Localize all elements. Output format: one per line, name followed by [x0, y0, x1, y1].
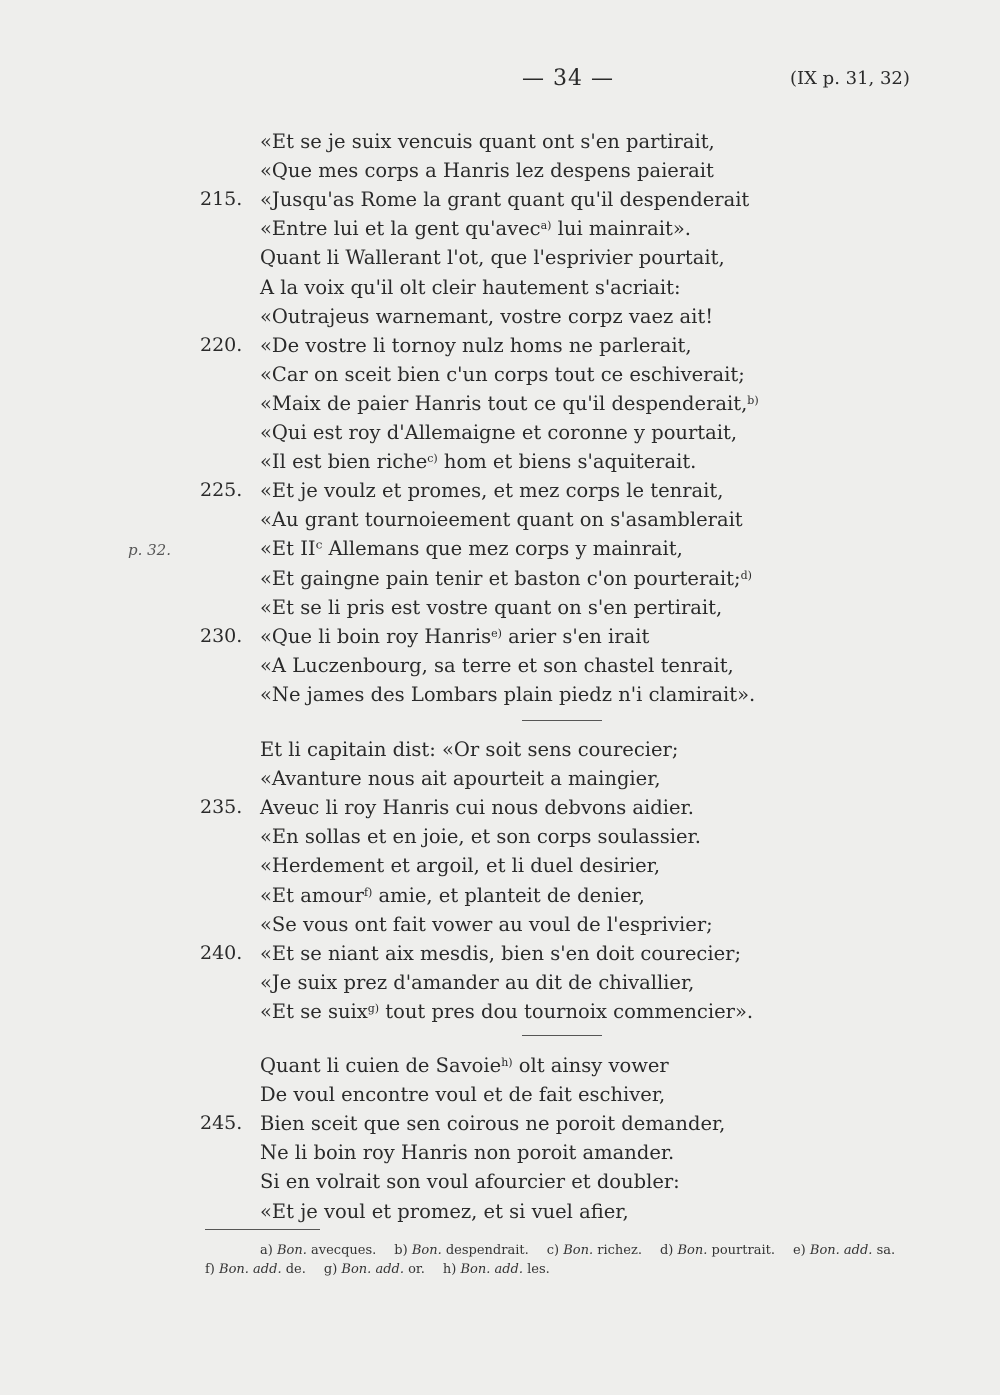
footnote-marker: c)	[427, 452, 438, 466]
verse-line	[0, 735, 1000, 764]
verse-text	[260, 793, 694, 822]
verse-line	[0, 447, 1000, 476]
verse-text	[260, 968, 694, 997]
footnote-line	[205, 1241, 935, 1260]
verse-text-part: «Et je voulz et promes, et mez corps le tenrait,	[260, 479, 724, 503]
footnote-source: Bon.	[411, 1243, 442, 1258]
verse-line	[0, 1051, 1000, 1080]
footnote-text: despendrait.	[445, 1243, 529, 1258]
verse-line	[0, 764, 1000, 793]
verse-line	[0, 968, 1000, 997]
verse-line	[0, 910, 1000, 939]
verse-line	[0, 476, 1000, 505]
page-number: — 34 —	[522, 66, 614, 91]
verse-text-part: «Ne james des Lombars plain piedz n'i clamirait».	[260, 682, 756, 706]
footnote-id: e)	[792, 1243, 806, 1258]
verse-line	[0, 243, 1000, 272]
verse-line	[0, 505, 1000, 534]
footnote-marker: h)	[501, 1056, 513, 1069]
footnote-source: Bon.	[677, 1243, 708, 1258]
footnote-id: a)	[260, 1243, 273, 1258]
verse-line	[0, 622, 1000, 651]
verse-number: 245.	[200, 1112, 243, 1135]
verse-text-part: «Herdement et argoil, et li duel desirier,	[260, 854, 661, 878]
footnote-source: Bon. add.	[460, 1262, 523, 1277]
verse-line	[0, 1167, 1000, 1196]
verse-text	[260, 851, 660, 880]
verse-line	[0, 651, 1000, 680]
footnote-marker: b)	[747, 393, 759, 407]
verse-line	[0, 389, 1000, 418]
verse-text-part: Quant li Wallerant l'ot, que l'esprivier pourtait,	[260, 246, 725, 270]
verse-text	[260, 1109, 725, 1138]
footnote-source: Bon. add.	[341, 1262, 404, 1277]
verse-line	[0, 997, 1000, 1026]
footnote-source: Bon.	[276, 1243, 307, 1258]
verse-text-part: «Se vous ont fait vower au voul de l'esprivier;	[260, 912, 713, 936]
verse-text-part: Bien sceit que sen coirous ne poroit demander,	[260, 1112, 726, 1136]
verse-text-part: tout pres dou tournoix commencier».	[379, 999, 754, 1023]
verse-text-part: lui mainrait».	[551, 217, 691, 241]
verse-text-part: «Et se niant aix mesdis, bien s'en doit courecier;	[260, 941, 742, 965]
verse-text	[260, 447, 696, 476]
verse-line	[0, 331, 1000, 360]
footnote-id: d)	[659, 1243, 674, 1258]
verse-text	[260, 1138, 674, 1167]
verse-text-part: Si en volrait son voul afourcier et doubler:	[260, 1170, 680, 1194]
footnote	[547, 1243, 642, 1258]
verse-text-part: «Et IIᶜ Allemans que mez corps y mainrait,	[260, 537, 683, 561]
verse-line	[0, 1109, 1000, 1138]
verse-line	[0, 1197, 1000, 1226]
verse-line	[0, 534, 1000, 563]
verse-text	[260, 881, 645, 910]
footnote-marker: g)	[367, 1001, 380, 1015]
verse-text	[260, 735, 678, 764]
verse-text	[260, 360, 745, 389]
verse-text-part: «Et se li pris est vostre quant on s'en pertirait,	[260, 595, 723, 619]
verse-text	[260, 418, 737, 447]
verse-number: 240.	[200, 941, 243, 964]
footnote-rule	[205, 1229, 320, 1230]
verse-line	[0, 822, 1000, 851]
footnote-id: h)	[442, 1262, 457, 1277]
footnote-marker: e)	[491, 626, 502, 640]
verse-line	[0, 273, 1000, 302]
footnote-source: Bon.	[563, 1243, 594, 1258]
verse-text-part: arier s'en irait	[501, 624, 650, 648]
verse-text	[260, 680, 755, 709]
verse-text	[260, 1167, 680, 1196]
verse-text	[260, 185, 749, 214]
verse-line	[0, 680, 1000, 709]
verse-number: 230.	[200, 624, 243, 647]
verse-text-part: hom et biens s'aquiterait.	[437, 450, 697, 474]
verse-line	[0, 1138, 1000, 1167]
footnote-source: Bon. add.	[809, 1243, 873, 1258]
verse-text-part: «Je suix prez d'amander au dit de chivallier,	[260, 970, 695, 994]
footnote-marker: a)	[540, 219, 552, 233]
verse-line	[0, 1080, 1000, 1109]
verse-text	[260, 651, 734, 680]
footnote-text: les.	[527, 1262, 550, 1277]
verse-text	[260, 243, 725, 272]
verse-text-part: «Et amour	[260, 883, 364, 907]
footnote-text: sa.	[876, 1243, 896, 1258]
verse-text	[260, 1051, 669, 1080]
verse-text-part: «Qui est roy d'Allemaigne et coronne y pourtait,	[260, 421, 738, 444]
footnote	[205, 1262, 306, 1277]
footnote-id: c)	[546, 1243, 560, 1258]
footnote-text: richez.	[597, 1243, 642, 1258]
verse-text	[260, 1197, 629, 1226]
verse-text	[260, 910, 713, 939]
footnote-id: g)	[323, 1262, 338, 1277]
verse-line	[0, 593, 1000, 622]
verse-number: 215.	[200, 188, 243, 211]
footnote-id: f)	[205, 1262, 215, 1277]
verse-text	[260, 564, 752, 593]
verse-line	[0, 360, 1000, 389]
verse-text-part: Quant li cuien de Savoie	[260, 1054, 502, 1077]
verse-number: 220.	[200, 333, 243, 356]
verse-text-part: «De vostre li tornoy nulz homs ne parlerait,	[260, 333, 692, 357]
verse-line	[0, 793, 1000, 822]
verse-text-part: «Entre lui et la gent qu'avec	[260, 217, 541, 241]
footnote	[793, 1243, 895, 1258]
verse-text-part: «Avanture nous ait apourteit a maingier,	[260, 767, 661, 791]
verse-text-part: «Il est bien riche	[260, 450, 428, 474]
verse-line	[0, 418, 1000, 447]
verse-line	[0, 302, 1000, 331]
verse-line	[0, 851, 1000, 880]
verse-number: 225.	[200, 479, 243, 502]
verse-text	[260, 593, 722, 622]
verse-text	[260, 273, 681, 302]
verse-line	[0, 185, 1000, 214]
verse-text-part: amie, et planteit de denier,	[372, 883, 645, 907]
verse-text-part: olt ainsy vower	[512, 1054, 669, 1077]
verse-text	[260, 127, 715, 156]
footnote-marker: f)	[363, 885, 373, 899]
verse-text	[260, 1080, 665, 1109]
verse-text-part: «Et je voul et promez, et si vuel afier,	[260, 1199, 629, 1223]
verse-number: 235.	[200, 796, 243, 819]
verse-text-part: A la voix qu'il olt cleir hautement s'acriait:	[260, 275, 681, 299]
verse-text	[260, 822, 701, 851]
verse-text-part: «Que li boin roy Hanris	[260, 624, 492, 648]
footnote	[660, 1243, 775, 1258]
footnote	[324, 1262, 425, 1277]
verse-text	[260, 939, 741, 968]
margin-page-reference: p. 32.	[128, 541, 171, 559]
footnote-text: pourtrait.	[711, 1243, 775, 1258]
footnote	[260, 1243, 376, 1258]
verse-text	[260, 505, 743, 534]
verse-text	[260, 214, 691, 243]
verse-text	[260, 156, 714, 185]
verse-text	[260, 622, 649, 651]
footnotes	[205, 1241, 935, 1279]
verse-text-part: «Et se je suix vencuis quant ont s'en partirait,	[260, 130, 715, 153]
footnote-source: Bon. add.	[219, 1262, 282, 1277]
verse-text-part: Ne li boin roy Hanris non poroit amander.	[260, 1141, 675, 1165]
verse-text-part: «A Luczenbourg, sa terre et son chastel tenrait,	[260, 653, 734, 677]
verse-text-part: «Jusqu'as Rome la grant quant qu'il despenderait	[260, 188, 750, 212]
footnote	[443, 1262, 550, 1277]
verse-line	[0, 881, 1000, 910]
verse-text	[260, 997, 753, 1026]
footnote	[394, 1243, 528, 1258]
verse-line	[0, 939, 1000, 968]
verse-line	[0, 564, 1000, 593]
verse-text	[260, 476, 723, 505]
verse-text-part: «Au grant tournoieement quant on s'asamblerait	[260, 508, 743, 532]
footnote-text: avecques.	[311, 1243, 377, 1258]
verse-text-part: Aveuc li roy Hanris cui nous debvons aidier.	[260, 796, 694, 820]
footnote-line	[205, 1260, 935, 1279]
verse-text	[260, 534, 683, 563]
verse-text-part: «Maix de paier Hanris tout ce qu'il despenderait,	[260, 391, 748, 415]
verse-text	[260, 389, 759, 418]
verse-text-part: «Et se suix	[260, 999, 368, 1023]
stanza-divider	[522, 1035, 602, 1036]
verse-text-part: De voul encontre voul et de fait eschiver,	[260, 1083, 666, 1107]
verse-text-part: «En sollas et en joie, et son corps soulassier.	[260, 825, 701, 849]
footnote-text: or.	[408, 1262, 425, 1277]
verse-text	[260, 331, 692, 360]
edition-reference: (IX p. 31, 32)	[790, 68, 910, 89]
footnote-marker: d)	[740, 568, 752, 582]
verse-text-part: «Et gaingne pain tenir et baston c'on pourterait;	[260, 566, 741, 590]
verse-text-part: «Que mes corps a Hanris lez despens paierait	[260, 159, 714, 183]
footnote-id: b)	[394, 1243, 408, 1258]
verse-line	[0, 156, 1000, 185]
footnote-text: de.	[285, 1262, 306, 1277]
verse-text-part: «Car on sceit bien c'un corps tout ce eschiverait;	[260, 362, 745, 386]
verse-text	[260, 302, 713, 331]
verse-line	[0, 214, 1000, 243]
verse-text-part: «Outrajeus warnemant, vostre corpz vaez ait!	[260, 304, 714, 328]
verse-text-part: Et li capitain dist: «Or soit sens courecier;	[260, 738, 679, 761]
verse-text	[260, 764, 661, 793]
stanza-divider	[522, 720, 602, 721]
verse-line	[0, 127, 1000, 156]
